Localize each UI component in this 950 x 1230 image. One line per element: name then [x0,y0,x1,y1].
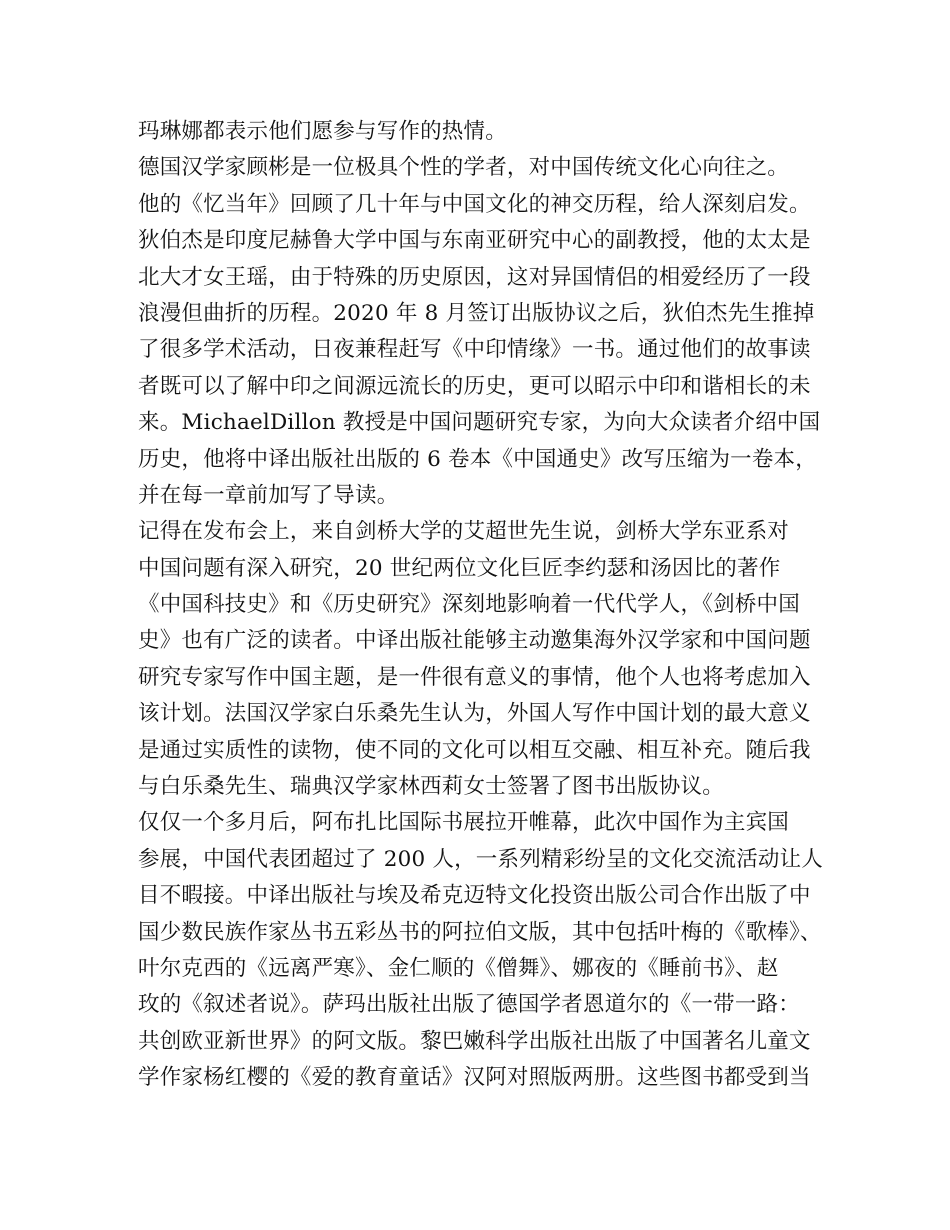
text-line: 该计划。法国汉学家白乐桑先生认为，外国人写作中国计划的最大意义 [138,701,811,727]
text-line: 叶尔克西的《远离严寒》、金仁顺的《僧舞》、娜夜的《睡前书》、赵 [138,955,779,981]
text-line: 学作家杨红樱的《爱的教育童话》汉阿对照版两册。这些图书都受到当 [138,1065,811,1091]
text-line: 中国问题有深入研究，20 世纪两位文化巨匠李约瑟和汤因比的著作 [138,555,781,581]
text-line: 共创欧亚新世界》的阿文版。黎巴嫩科学出版社出版了中国著名儿童文 [138,1028,811,1054]
text-line: 他的《忆当年》回顾了几十年与中国文化的神交历程，给人深刻启发。 [138,191,811,217]
text-line: 研究专家写作中国主题，是一件很有意义的事情，他个人也将考虑加入 [138,664,811,690]
text-line: 狄伯杰是印度尼赫鲁大学中国与东南亚研究中心的副教授，他的太太是 [138,228,811,254]
text-line: 参展，中国代表团超过了 200 人，一系列精彩纷呈的文化交流活动让人 [138,846,824,872]
text-line: 了很多学术活动，日夜兼程赶写《中印情缘》一书。通过他们的故事读 [138,337,811,363]
text-line: 玫的《叙述者说》。萨玛出版社出版了德国学者恩道尔的《一带一路： [138,992,800,1018]
text-line: 北大才女王瑶，由于特殊的历史原因，这对异国情侣的相爱经历了一段 [138,264,811,290]
text-line: 并在每一章前加写了导读。 [138,482,399,508]
text-line: 德国汉学家顾彬是一位极具个性的学者，对中国传统文化心向往之。 [138,155,790,181]
text-line: 浪漫但曲折的历程。2020 年 8 月签订出版协议之后，狄伯杰先生推掉 [138,300,815,326]
text-line: 史》也有广泛的读者。中译出版社能够主动邀集海外汉学家和中国问题 [138,628,811,654]
text-line: 目不暇接。中译出版社与埃及希克迈特文化投资出版公司合作出版了中 [138,883,811,909]
body-text [138,114,824,1097]
text-line: 《中国科技史》和《历史研究》深刻地影响着一代代学人，《剑桥中国 [138,592,800,618]
text-line: 国少数民族作家丛书五彩丛书的阿拉伯文版，其中包括叶梅的《歌棒》、 [138,919,822,945]
text-line: 与白乐桑先生、瑞典汉学家林西莉女士签署了图书出版协议。 [138,774,724,800]
text-line: 记得在发布会上，来自剑桥大学的艾超世先生说，剑桥大学东亚系对 [138,519,790,545]
text-line: 来。MichaelDillon 教授是中国问题研究专家，为向大众读者介绍中国 [138,410,821,436]
text-line: 历史，他将中译出版社出版的 6 卷本《中国通史》改写压缩为一卷本， [138,446,817,472]
text-line: 是通过实质性的读物，使不同的文化可以相互交融、相互补充。随后我 [138,737,811,763]
text-line: 仅仅一个多月后，阿布扎比国际书展拉开帷幕，此次中国作为主宾国 [138,810,790,836]
text-line: 玛琳娜都表示他们愿参与写作的热情。 [138,119,507,144]
text-line: 者既可以了解中印之间源远流长的历史，更可以昭示中印和谐相长的未 [138,373,811,399]
